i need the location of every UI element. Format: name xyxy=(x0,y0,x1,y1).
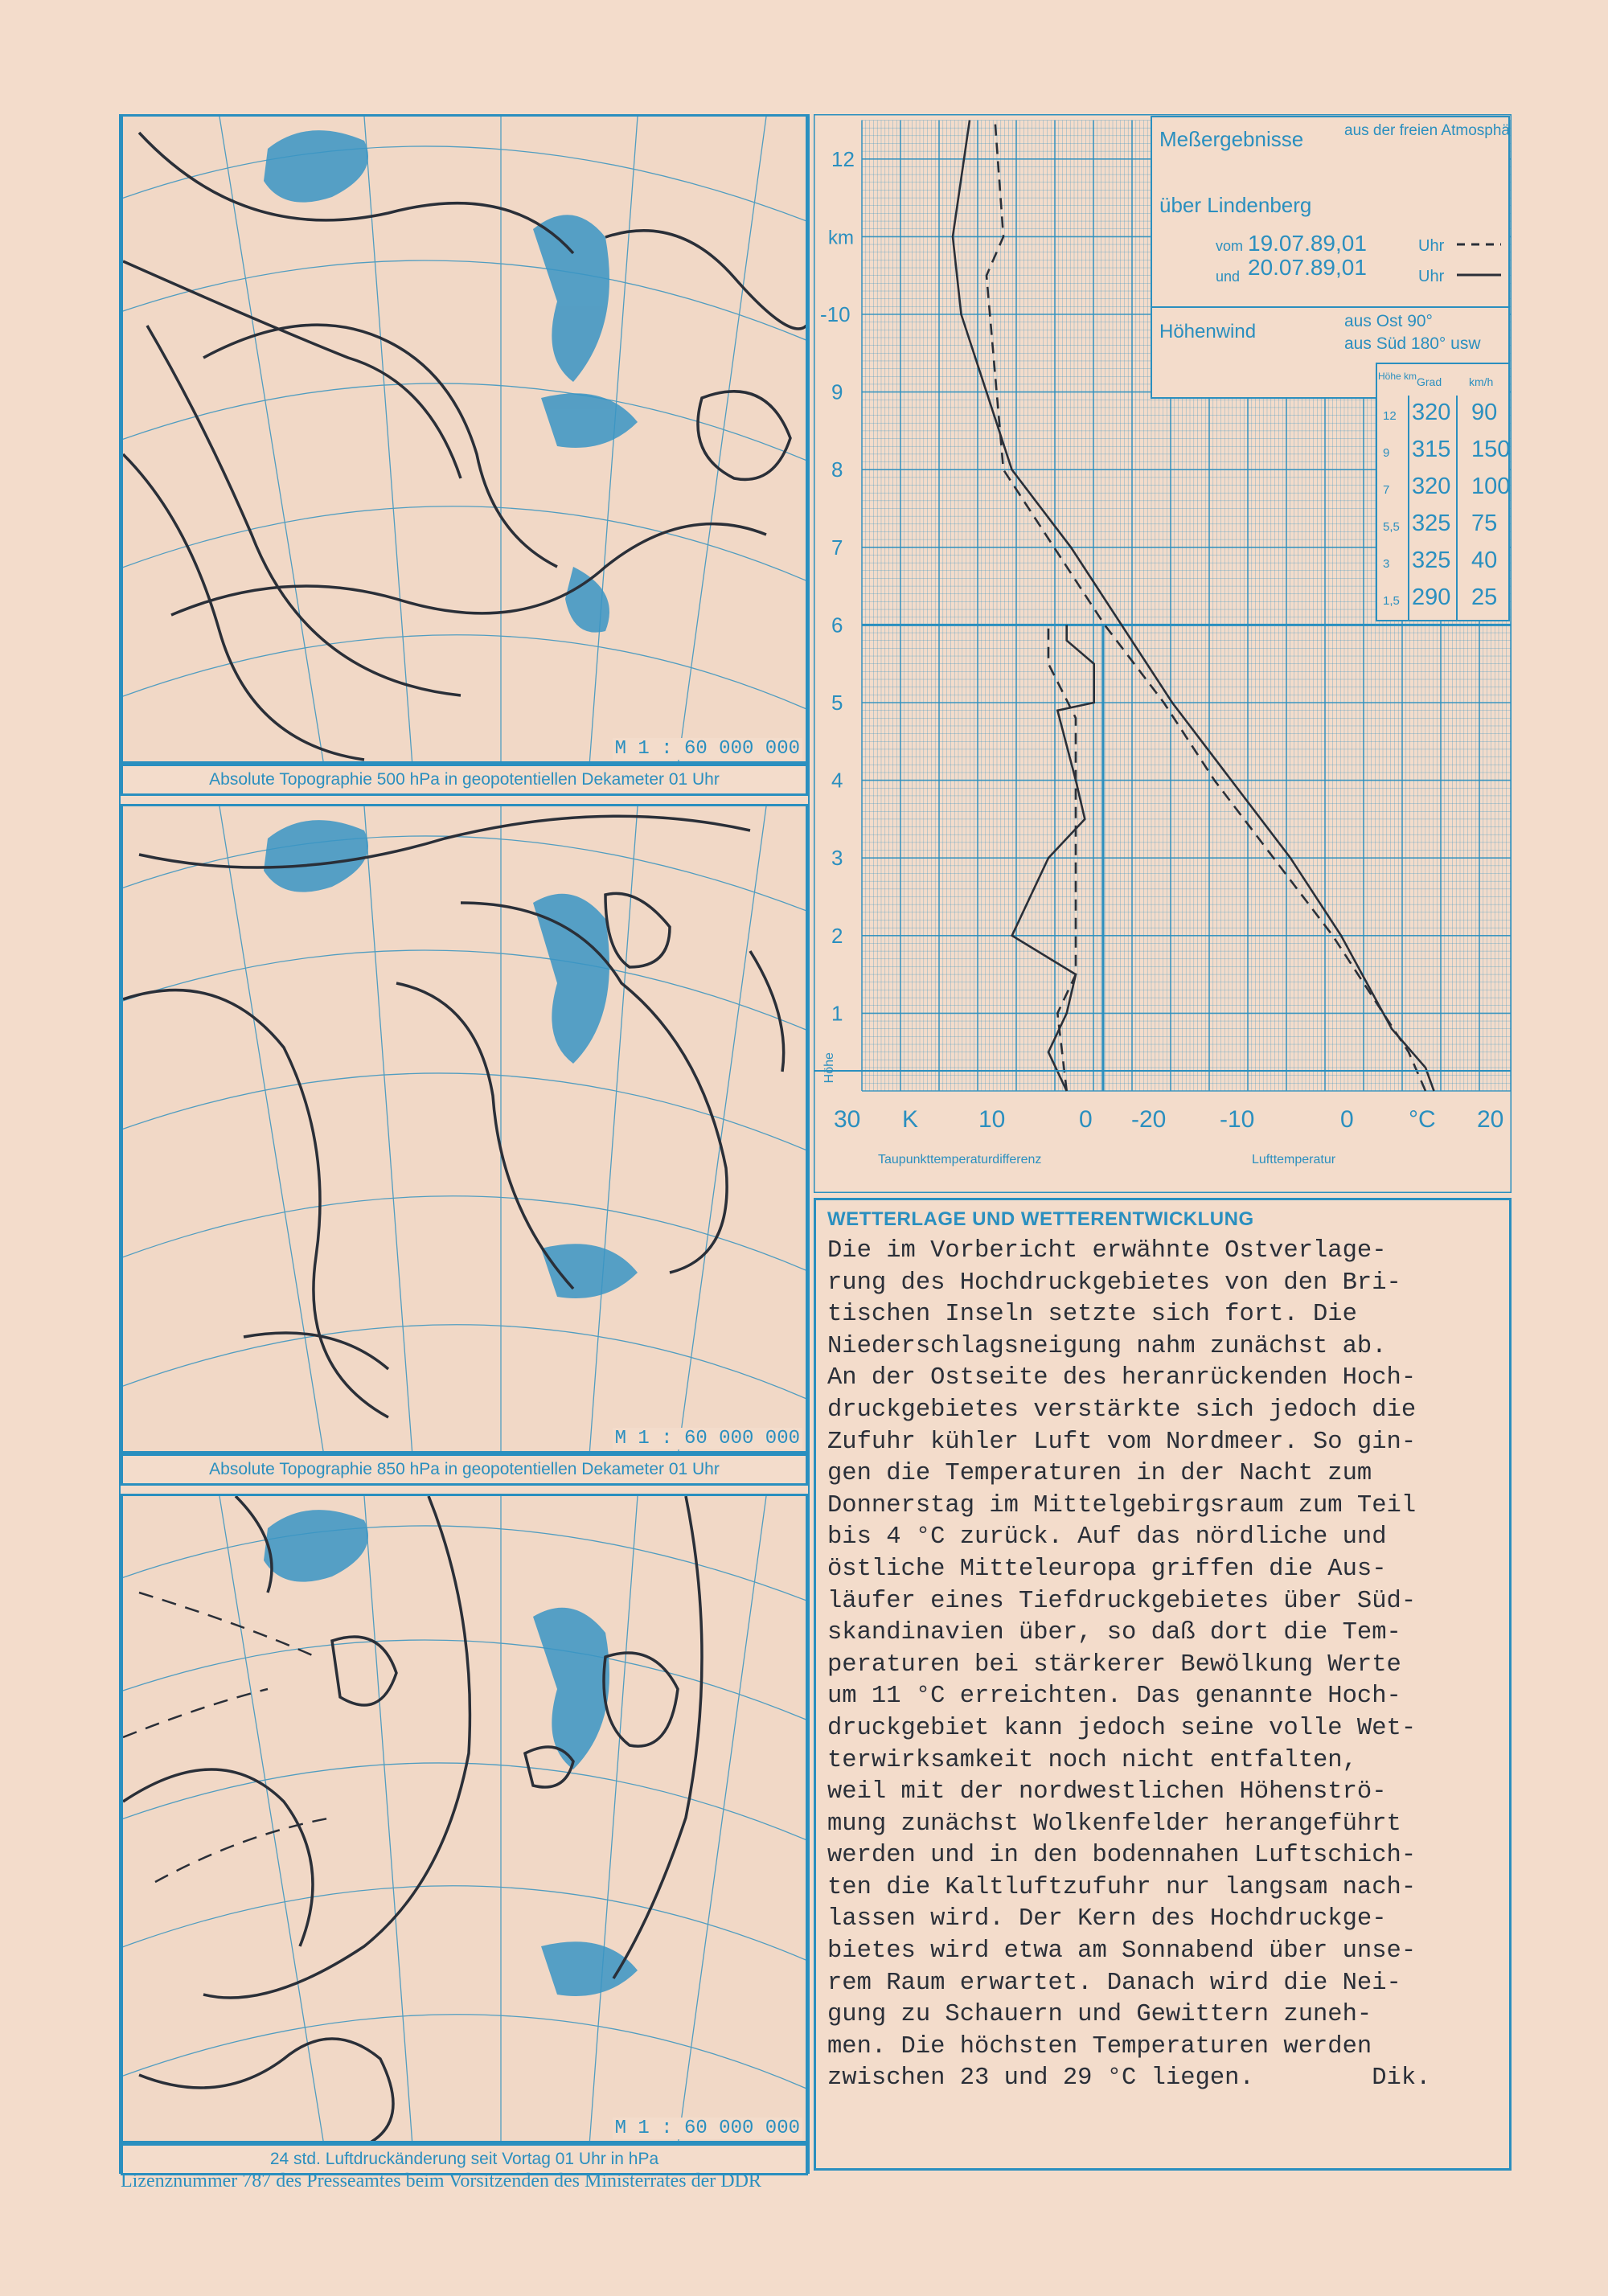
wind-row-speed: 75 xyxy=(1471,510,1498,536)
article-line: rung des Hochdruckgebietes von den Bri- xyxy=(827,1269,1401,1297)
article-line: ten die Kaltluftzufuhr nur langsam nach- xyxy=(827,1873,1417,1901)
y-tick-label: 3 xyxy=(831,846,843,871)
article-line: Zufuhr kühler Luft vom Nordmeer. So gin- xyxy=(827,1428,1417,1456)
article-line: terwirksamkeit noch nicht entfalten, xyxy=(827,1746,1357,1774)
y-tick-label: 7 xyxy=(831,535,843,560)
y-tick-label: 12 xyxy=(831,146,855,171)
run2-prefix: und xyxy=(1216,269,1241,285)
wind-row-height: 9 xyxy=(1383,446,1390,460)
sounding-station: über Lindenberg xyxy=(1159,193,1312,217)
y-tick-label: 9 xyxy=(831,379,843,404)
article-line: druckgebiet kann jedoch seine volle Wet- xyxy=(827,1714,1417,1742)
y-tick-label: 4 xyxy=(831,768,843,793)
x-tick-label: 30 xyxy=(834,1106,861,1133)
map-scale: M 1 : 60 000 000 xyxy=(613,738,802,760)
license-footer: Lizenznummer 787 des Presseamtes beim Vorsitzenden des Ministerrates der DDR xyxy=(121,2171,761,2191)
wind-row-height: 7 xyxy=(1383,483,1390,497)
x-tick-label: -10 xyxy=(1220,1106,1255,1133)
article-line: rem Raum erwartet. Danach wird die Nei- xyxy=(827,1969,1401,1997)
article-line: men. Die höchsten Temperaturen werden xyxy=(827,2032,1372,2060)
run2-date: 20.07.89,01 xyxy=(1248,255,1367,280)
y-unit: km xyxy=(828,227,854,249)
article-line: An der Ostseite des heranrückenden Hoch- xyxy=(827,1364,1417,1392)
article-line: bietes wird etwa am Sonnabend über unse- xyxy=(827,1937,1417,1966)
wind-row-speed: 25 xyxy=(1471,584,1498,610)
wind-row-degree: 290 xyxy=(1412,584,1451,610)
wind-row-height: 12 xyxy=(1383,409,1397,423)
map-scale: M 1 : 60 000 000 xyxy=(613,2118,802,2139)
article-line: Die im Vorbericht erwähnte Ostverlage- xyxy=(827,1237,1387,1265)
wind-row-speed: 40 xyxy=(1471,547,1498,573)
article-line: druckgebietes verstärkte sich jedoch die xyxy=(827,1396,1417,1424)
run2-unit: Uhr xyxy=(1418,268,1445,285)
y-tick-label: 2 xyxy=(831,923,843,948)
article-line: mung zunächst Wolkenfelder herangeführt xyxy=(827,1810,1401,1838)
sounding-diagram xyxy=(814,114,1512,1193)
wind-row-speed: 90 xyxy=(1471,400,1498,425)
map-pressure-change xyxy=(121,1494,808,2143)
wind-header-degree: Grad xyxy=(1417,375,1442,388)
map-caption: Absolute Topographie 850 hPa in geopotentiellen Dekameter 01 Uhr xyxy=(121,1453,808,1486)
article-line: Niederschlagsneigung nahm zunächst ab. xyxy=(827,1332,1387,1360)
article-line: skandinavien über, so daß dort die Tem- xyxy=(827,1619,1401,1647)
article-line: tischen Inseln setzte sich fort. Die xyxy=(827,1301,1357,1329)
wind-row-height: 3 xyxy=(1383,557,1390,571)
x-tick-label: 20 xyxy=(1477,1106,1504,1133)
article-line: bis 4 °C zurück. Auf das nördliche und xyxy=(827,1523,1387,1552)
y-tick-label: 5 xyxy=(831,691,843,715)
map-caption: 24 std. Luftdruckänderung seit Vortag 01 Uhr in hPa xyxy=(121,2143,808,2175)
x-tick-label: 0 xyxy=(1340,1106,1354,1133)
wind-row-speed: 150 xyxy=(1471,437,1511,462)
article-heading: WETTERLAGE UND WETTERENTWICKLUNG xyxy=(827,1208,1254,1230)
wind-row-height: 5,5 xyxy=(1383,520,1400,534)
x-tick-label: °C xyxy=(1409,1106,1436,1133)
wind-row-degree: 325 xyxy=(1412,547,1451,573)
article-line: weil mit der nordwestlichen Höhenströ- xyxy=(827,1778,1387,1806)
y-tick-label: 1 xyxy=(831,1001,843,1026)
wind-header-speed: km/h xyxy=(1469,375,1494,388)
sounding-subtitle: aus der freien Atmosphäre xyxy=(1344,122,1512,139)
article-line: peraturen bei stärkerer Bewölkung Werte xyxy=(827,1650,1401,1679)
x-tick-label: 10 xyxy=(978,1106,1006,1133)
weather-article xyxy=(814,1198,1512,2171)
y-tick-label: 6 xyxy=(831,613,843,638)
article-line: um 11 °C erreichten. Das genannte Hoch- xyxy=(827,1683,1401,1711)
map-850hpa xyxy=(121,804,808,1453)
wind-row-speed: 100 xyxy=(1471,474,1511,499)
map-scale: M 1 : 60 000 000 xyxy=(613,1428,802,1449)
article-line: östliche Mitteleuropa griffen die Aus- xyxy=(827,1555,1387,1583)
map-500hpa xyxy=(121,114,808,764)
article-line: lassen wird. Der Kern des Hochdruckge- xyxy=(827,1905,1387,1933)
run1-prefix: vom xyxy=(1216,238,1244,254)
article-line: werden und in den bodennahen Luftschich- xyxy=(827,1842,1417,1870)
run1-date: 19.07.89,01 xyxy=(1248,231,1367,256)
wind-title: Höhenwind xyxy=(1159,321,1257,342)
y-axis-label: Höhe xyxy=(822,1052,836,1084)
article-line: gen die Temperaturen in der Nacht zum xyxy=(827,1460,1372,1488)
sounding-title: Meßergebnisse xyxy=(1159,127,1304,151)
map-caption: Absolute Topographie 500 hPa in geopotentiellen Dekameter 01 Uhr xyxy=(121,764,808,796)
wind-row-height: 1,5 xyxy=(1383,594,1400,608)
wind-row-degree: 320 xyxy=(1412,474,1451,499)
wind-row-degree: 320 xyxy=(1412,400,1451,425)
wind-row-degree: 325 xyxy=(1412,510,1451,536)
sounding-chart xyxy=(814,114,1512,1193)
y-tick-label: 8 xyxy=(831,457,843,482)
run1-unit: Uhr xyxy=(1418,237,1445,255)
article-line: zwischen 23 und 29 °C liegen. Dik. xyxy=(827,2064,1431,2093)
x-left-label: Taupunkttemperaturdifferenz xyxy=(878,1153,1042,1166)
wind-note1: aus Ost 90° xyxy=(1344,312,1433,330)
x-tick-label: 0 xyxy=(1079,1106,1093,1133)
article-body xyxy=(827,1236,1498,2095)
article-line: gung zu Schauern und Gewittern zuneh- xyxy=(827,2001,1372,2029)
x-tick-label: -20 xyxy=(1131,1106,1167,1133)
article-line: Donnerstag im Mittelgebirgsraum zum Teil xyxy=(827,1491,1417,1519)
wind-header-height: Höhe km xyxy=(1378,371,1417,382)
x-tick-label: K xyxy=(902,1106,919,1133)
y-tick-label: -10 xyxy=(820,302,851,326)
article-line: läufer eines Tiefdruckgebietes über Süd- xyxy=(827,1587,1417,1615)
wind-row-degree: 315 xyxy=(1412,437,1451,462)
wind-note2: aus Süd 180° usw xyxy=(1344,334,1481,353)
x-right-label: Lufttemperatur xyxy=(1252,1153,1336,1166)
